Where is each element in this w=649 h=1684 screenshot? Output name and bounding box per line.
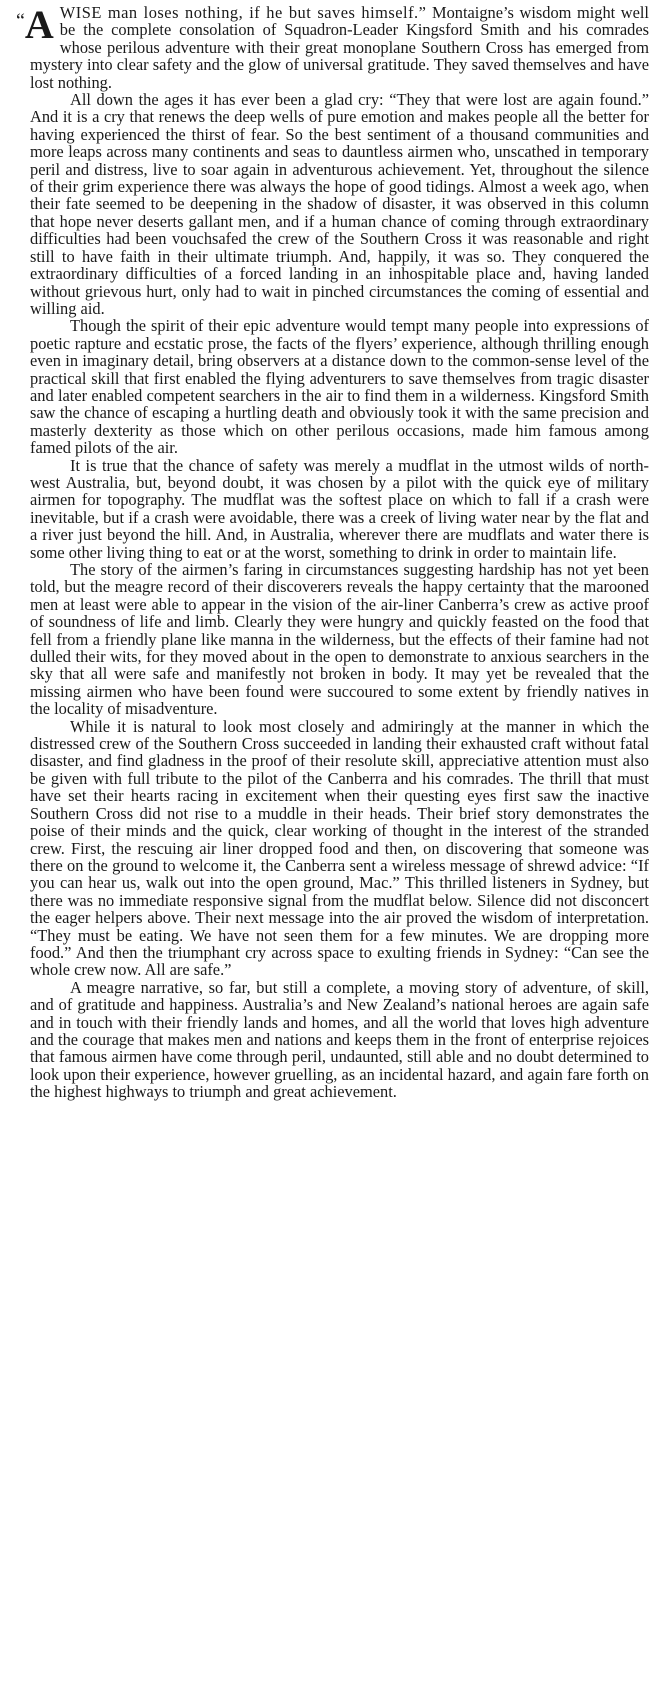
paragraph-3: It is true that the chance of safety was merely a mudflat in the utmost wilds of north-west Australia, but, beyond doubt, it was chosen by a pilot with the quick eye of military airmen for topography. The mudflat was the softest place on which to fall if a crash were inevitable, but if a crash were avoidable, there was a creek of living water near by the flat and a river just beyond the hill. And, in Australia, wherever there are mudflats and water there is some other living thing to eat or at the worst, something to drink in order to maintain life. <box>30 455 649 562</box>
drop-cap-block <box>16 2 54 48</box>
paragraph-2: Though the spirit of their epic adventure would tempt many people into expressions of poetic rapture and ecstatic prose, the facts of the flyers’ experience, although thrilling enough even in imaginary detail, bring observers at a distance down to the common-sense level of the practical skill that first enabled the flying adventurers to save themselves from tragic disaster and later enabled competent searchers in the air to find them in a wilderness. Kingsford Smith saw the chance of escaping a hurtling death and obviously took it with the same precision and masterly dexterity as those which on other perilous occasions, made him famous among famed pilots of the air. <box>30 316 649 458</box>
paragraph-6: A meagre narrative, so far, but still a complete, a moving story of adventure, of skill, and of gratitude and happiness. Australia’s and New Zealand’s national heroes are again safe and in touch with their friendly lands and homes, and all the world that loves high adventure and the courage that makes men and nations and keeps them in the front of enterprise rejoices that famous airmen have come through peril, undaunted, still able and no doubt determined to look upon their experience, however gruelling, as an incidental hazard, and again fare forth on the highest highways to triumph and great achievement. <box>30 977 649 1102</box>
paragraph-5: While it is natural to look most closely and admiringly at the manner in which the distressed crew of the Southern Cross succeeded in landing their exhausted craft without fatal disaster, and find gladness in the proof of their resolute skill, appreciative attention must also be given with full tribute to the pilot of the Canberra and his comrades. The thrill that must have set their hearts racing in excitement when their questing eyes first saw the inactive Southern Cross did not rise to a muddle in their heads. Their brief story demonstrates the poise of their minds and the quick, clear working of thought in the interest of the stranded crew. First, the rescuing air liner dropped food and then, on discovering that someone was there on the ground to welcome it, the Canberra sent a wireless message of shrewd advice: “If you can hear us, walk out into the open ground, Mac.” This thrilled listeners in Sydney, but there was no immediate responsive signal from the mudflat below. Silence did not disconcert the eager helpers above. Their next message into the air proved the wisdom of interpretation. “They must be eating. We have not seen them for a few minutes. We are dropping more food.” And then the triumphant cry across space to exulting friends in Sydney: “Can see the whole crew now. All are safe.” <box>30 716 649 980</box>
lead-paragraph <box>16 2 649 92</box>
opening-quote: “ <box>16 10 25 32</box>
lead-text: Montaigne’s wisdom might well be the complete consolation of Squadron-Leader Kingsford Smith and his comrades whose perilous adventure with their great monoplane Southern Cross has emerged from mystery into clear safety and the glow of universal gratitude. They saved themselves and have lost nothing. <box>30 3 649 92</box>
paragraph-4: The story of the airmen’s faring in circumstances suggesting hardship has not yet been told, but the meagre record of their discoverers reveals the happy certainty that the marooned men at least were able to appear in the vision of the air-liner Canberra’s crew as active proof of soundness of life and limb. Clearly they were hungry and quickly feasted on the food that fell from a friendly plane like manna in the wilderness, but the effects of their famine had not dulled their wits, for they moved about in the open to demonstrate to anxious searchers in the sky that all were safe and manifestly not broken in body. It may yet be revealed that the missing airmen who have been found were succoured to some extent by friendly natives in the locality of misadventure. <box>30 560 649 719</box>
paragraph-1: All down the ages it has ever been a glad cry: “They that were lost are again found.” And it is a cry that renews the deep wells of pure emotion and makes people all the better for having experienced the thirst of fear. So the best sentiment of a thousand communities and more leaps across many continents and seas to dauntless airmen who, unscathed in temporary peril and distress, live to soar again in adventurous achievement. Yet, throughout the silence of their grim experience there was always the hope of good tidings. Almost a week ago, when their fate seemed to be deepening in the shadow of disaster, it was observed in this column that hope never deserts gallant men, and if a human chance of coming through extraordinary difficulties had been vouchsafed the crew of the Southern Cross it was reasonable and right still to have faith in their ultimate triumph. And, happily, it was so. They conquered the extraordinary difficulties of a forced landing in an inhospitable place and, having landed without grievous hurt, only had to wait in pinched circumstances the coming of essential and willing aid. <box>30 90 649 318</box>
drop-cap: A <box>24 2 54 47</box>
lead-caps: WISE man loses nothing, if he but saves himself.” <box>59 3 427 22</box>
